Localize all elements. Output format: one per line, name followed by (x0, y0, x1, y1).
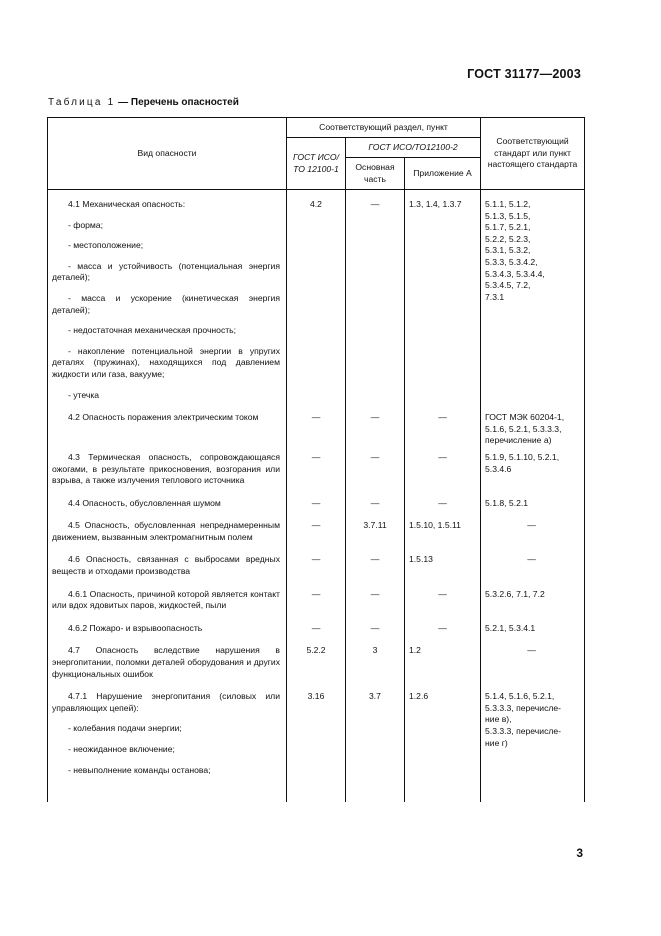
hazard-text: - форма; (68, 219, 103, 230)
table-row (48, 640, 585, 686)
this-standard-cell (481, 618, 585, 641)
hazard-cell (48, 640, 287, 686)
gost-iso-1-cell: — (287, 493, 346, 516)
hazard-cell (48, 190, 287, 408)
main-part-cell: 3 (346, 640, 405, 686)
hazard-text: 4.4 Опасность, обусловленная шумом (68, 497, 221, 508)
annex-a-cell: — (405, 407, 481, 447)
standard-ref: 5.1.4, 5.1.6, 5.2.1, (485, 691, 555, 702)
table-row (48, 686, 585, 782)
page-number: 3 (576, 846, 583, 860)
hazard-text: 4.1 Механическая опасность: (68, 199, 186, 209)
standard-ref: 5.3.3.3, перечисле- (485, 702, 562, 713)
hazard-text: - утечка (68, 389, 100, 400)
standard-ref: 5.1.3, 5.1.5, (485, 210, 531, 221)
standard-ref: ние г) (485, 737, 508, 748)
gost-iso-1-cell: — (287, 584, 346, 618)
standard-ref: 5.3.1, 5.3.2, (485, 245, 531, 256)
table-row (48, 584, 585, 618)
table-row (48, 493, 585, 516)
standard-ref: ГОСТ МЭК 60204-1, (485, 412, 565, 423)
col-this-standard-header: Соответствующий стандарт или пункт настоящего стандарта (481, 118, 585, 190)
hazard-text: - недостаточная механическая прочность; (68, 325, 237, 336)
table-row (48, 549, 585, 583)
standard-ref: — (527, 645, 536, 656)
empty-cell (481, 782, 585, 802)
standard-ref: ние в), (485, 714, 512, 725)
gost-iso-1-cell: — (287, 618, 346, 641)
gost-iso-1-cell: — (287, 407, 346, 447)
hazard-text: 4.2 Опасность поражения электрическим током (68, 412, 259, 423)
standard-ref: 5.3.4.6 (485, 463, 512, 474)
hazard-text: 4.7 Опасность вследствие нарушения в энергопитании, поломки деталей оборудования и других функциональных ошибок (52, 645, 280, 679)
main-part-cell: — (346, 447, 405, 493)
main-part-cell: — (346, 584, 405, 618)
this-standard-cell (481, 640, 585, 686)
annex-a-cell: 1.5.10, 1.5.11 (405, 515, 481, 549)
hazard-text: - колебания подачи энергии; (68, 723, 182, 734)
standard-ref: 7.3.1 (485, 291, 505, 302)
empty-cell (48, 782, 287, 802)
main-part-cell: — (346, 493, 405, 516)
hazard-cell (48, 407, 287, 447)
standard-ref: 5.3.3, 5.3.4.2, (485, 256, 538, 267)
annex-a-cell: 1.2.6 (405, 686, 481, 782)
hazard-text: - местоположение; (68, 240, 144, 251)
hazard-text: - накопление потенциальной энергии в упругих деталях (пружинах), находящихся под давлением жидкости или газа, вакууме; (52, 345, 280, 379)
standard-ref: 5.1.6, 5.2.1, 5.3.3.3, (485, 423, 562, 434)
this-standard-cell (481, 584, 585, 618)
this-standard-cell (481, 190, 585, 408)
gost-iso-1-cell: — (287, 447, 346, 493)
annex-a-cell: 1.2 (405, 640, 481, 686)
table-row (48, 407, 585, 447)
annex-a-cell: — (405, 618, 481, 641)
gost-iso-1-cell: 5.2.2 (287, 640, 346, 686)
standard-ref: — (527, 554, 536, 565)
standard-ref: перечисление а) (485, 435, 552, 446)
hazard-cell (48, 493, 287, 516)
empty-cell (405, 782, 481, 802)
caption-dash: — (115, 97, 131, 108)
gost-iso-1-cell: 4.2 (287, 190, 346, 408)
empty-cell (287, 782, 346, 802)
main-part-cell: — (346, 618, 405, 641)
hazard-text: - неожиданное включение; (68, 744, 175, 754)
hazards-table (47, 117, 585, 802)
standard-ref: — (527, 520, 536, 531)
standard-ref: 5.2.2, 5.2.3, (485, 233, 531, 244)
caption-title: Перечень опасностей (130, 97, 239, 108)
table-row-spacer (48, 782, 585, 802)
this-standard-cell (481, 686, 585, 782)
table-caption (48, 97, 239, 108)
standard-ref: 5.1.8, 5.2.1 (485, 497, 529, 508)
hazard-cell (48, 549, 287, 583)
annex-a-cell: 1.5.13 (405, 549, 481, 583)
this-standard-cell (481, 515, 585, 549)
this-standard-cell (481, 549, 585, 583)
main-part-cell: 3.7.11 (346, 515, 405, 549)
main-part-cell: — (346, 190, 405, 408)
annex-a-cell: — (405, 493, 481, 516)
standard-ref: 5.1.9, 5.1.10, 5.2.1, (485, 451, 560, 462)
col-annex-a-header: Приложение А (405, 158, 481, 190)
col-hazard-header: Вид опасности (48, 118, 287, 190)
col-main-part-header: Основная часть (346, 158, 405, 190)
table-row (48, 618, 585, 641)
col-gost-iso-2-header: ГОСТ ИСО/ТО12100-2 (346, 138, 481, 158)
hazard-cell (48, 584, 287, 618)
hazard-text: 4.3 Термическая опасность, сопровождающаяся ожогами, в результате прикосновения, возгорания или взрыва, а также излучения теплового источника (52, 451, 280, 486)
this-standard-cell (481, 407, 585, 447)
hazard-text: 4.6 Опасность, связанная с выбросами вредных веществ и отходами производства (52, 554, 280, 577)
annex-a-cell: — (405, 447, 481, 493)
gost-iso-1-cell: 3.16 (287, 686, 346, 782)
standard-ref: 5.3.2.6, 7.1, 7.2 (485, 588, 545, 599)
hazard-cell (48, 686, 287, 782)
standard-ref: 5.3.4.5, 7.2, (485, 280, 531, 291)
main-part-cell: — (346, 549, 405, 583)
annex-a-cell: — (405, 584, 481, 618)
hazard-cell (48, 447, 287, 493)
hazard-text: - масса и ускорение (кинетическая энергия деталей); (52, 292, 280, 315)
hazard-text: 4.6.1 Опасность, причиной которой является контакт или вдох ядовитых паров, жидкостей, пыли (52, 588, 280, 611)
annex-a-cell: 1.3, 1.4, 1.3.7 (405, 190, 481, 408)
standard-ref: 5.2.1, 5.3.4.1 (485, 622, 536, 633)
standard-ref: 5.3.4.3, 5.3.4.4, (485, 268, 545, 279)
hazard-text: - невыполнение команды останова; (68, 764, 211, 775)
gost-iso-1-cell: — (287, 515, 346, 549)
hazard-cell (48, 515, 287, 549)
standard-header: ГОСТ 31177—2003 (467, 67, 581, 81)
table-row (48, 447, 585, 493)
main-part-cell: 3.7 (346, 686, 405, 782)
empty-cell (346, 782, 405, 802)
standard-ref: 5.1.1, 5.1.2, (485, 199, 531, 209)
caption-prefix: Таблица 1 (48, 97, 116, 108)
standard-ref: 5.1.7, 5.2.1, (485, 222, 531, 233)
hazard-text: 4.5 Опасность, обусловленная непреднамеренным движением, вызванным электромагнитным полем (52, 520, 280, 542)
main-part-cell: — (346, 407, 405, 447)
col-gost-iso-1-header: ГОСТ ИСО/ТО 12100-1 (287, 138, 346, 190)
hazard-text: - масса и устойчивость (потенциальная энергия деталей); (52, 260, 280, 283)
col-section-header: Соответствующий раздел, пункт (287, 118, 481, 138)
table-row (48, 515, 585, 549)
standard-ref: 5.3.3.3, перечисле- (485, 726, 562, 736)
hazard-cell (48, 618, 287, 641)
gost-iso-1-cell: — (287, 549, 346, 583)
this-standard-cell (481, 493, 585, 516)
table-row (48, 190, 585, 408)
hazard-text: 4.7.1 Нарушение энергопитания (силовых или управляющих цепей): (52, 691, 280, 713)
this-standard-cell (481, 447, 585, 493)
hazard-text: 4.6.2 Пожаро- и взрывоопасность (68, 622, 203, 633)
